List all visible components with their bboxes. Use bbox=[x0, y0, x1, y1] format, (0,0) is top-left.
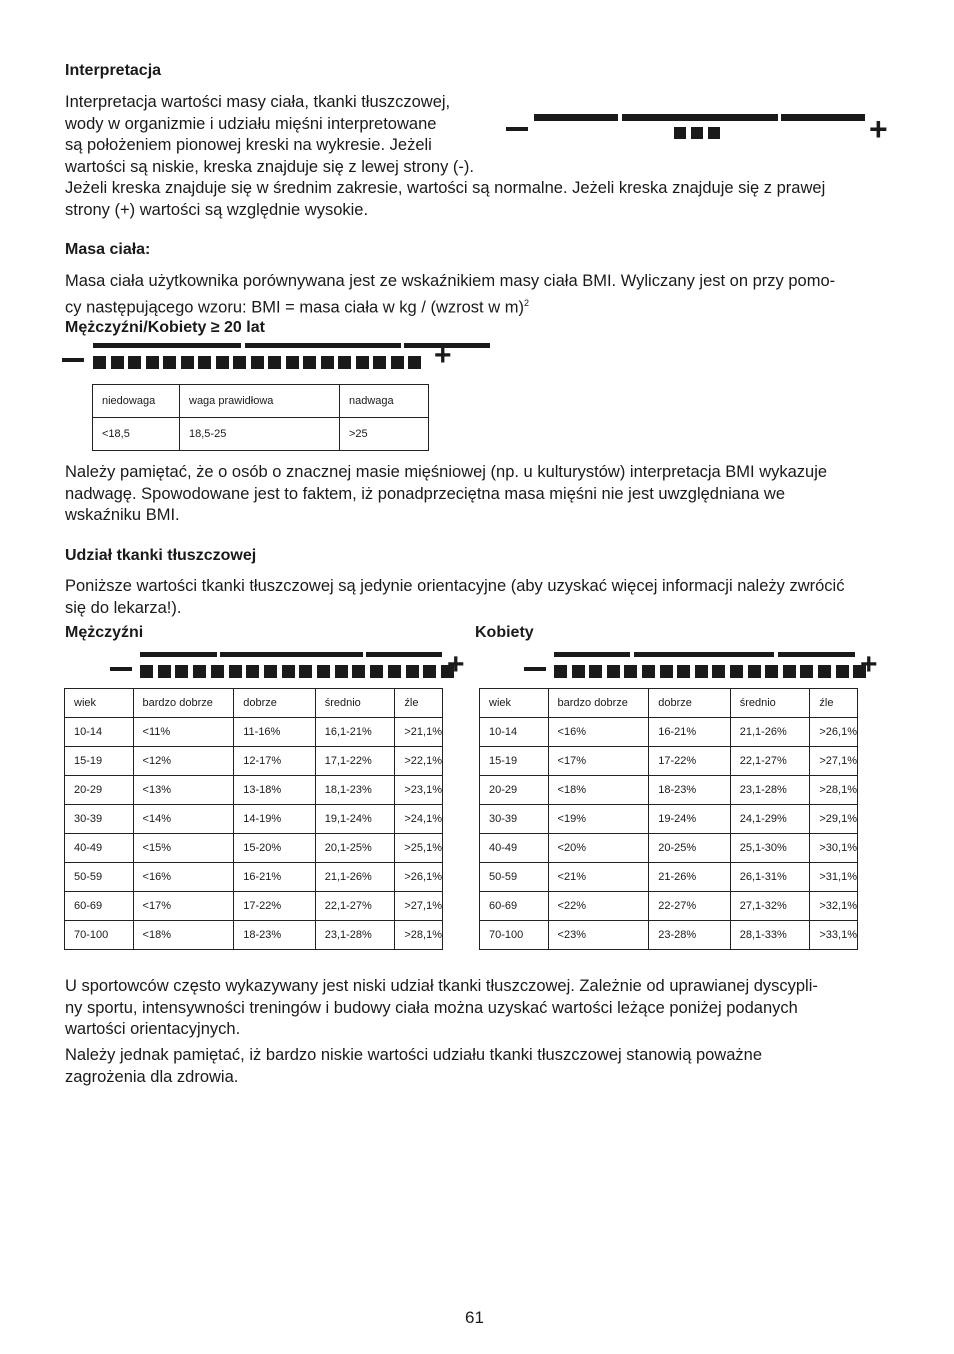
women-fat-scale bbox=[524, 648, 884, 686]
scale-segment bbox=[778, 652, 855, 657]
masa-superscript: 2 bbox=[523, 297, 529, 308]
bmi-note-line-2: nadwagę. Spowodowane jest to faktem, iż ponadprzeciętna masa mięśni nie jest uwzględniana we bbox=[65, 484, 786, 503]
men-cell: >26,1% bbox=[395, 863, 443, 892]
interpretacja-line-1: Interpretacja wartości masy ciała, tkanki tłuszczowej, bbox=[65, 93, 451, 111]
men-cell: <17% bbox=[133, 892, 234, 921]
heading-tkanka: Udział tkanki tłuszczowej bbox=[65, 547, 257, 564]
women-cell: 60-69 bbox=[480, 892, 549, 921]
women-cell: 70-100 bbox=[480, 921, 549, 950]
scale-square bbox=[321, 356, 334, 369]
women-header-cell: średnio bbox=[730, 689, 810, 718]
women-label: Kobiety bbox=[475, 624, 534, 641]
women-cell: >26,1% bbox=[810, 718, 858, 747]
scale-square bbox=[624, 665, 637, 678]
women-cell: >33,1% bbox=[810, 921, 858, 950]
scale-segment bbox=[140, 652, 217, 657]
men-cell: 10-14 bbox=[65, 718, 134, 747]
bmi-value-cell: <18,5 bbox=[93, 418, 180, 451]
men-cell: >25,1% bbox=[395, 834, 443, 863]
heading-masa: Masa ciała: bbox=[65, 241, 151, 258]
scale-square bbox=[233, 356, 246, 369]
men-cell: <16% bbox=[133, 863, 234, 892]
scale-square bbox=[146, 356, 159, 369]
men-cell: >28,1% bbox=[395, 921, 443, 950]
bmi-table bbox=[92, 384, 429, 451]
men-cell: <18% bbox=[133, 921, 234, 950]
bmi-scale bbox=[62, 339, 462, 377]
scale-square bbox=[748, 665, 761, 678]
heading-bmi-group: Mężczyźni/Kobiety ≥ 20 lat bbox=[65, 319, 265, 336]
minus-sign bbox=[524, 667, 546, 671]
scale-square bbox=[282, 665, 295, 678]
sport-p2-line-1: Należy jednak pamiętać, iż bardzo niskie wartości udziału tkanki tłuszczowej stanowią poważne bbox=[65, 1046, 763, 1064]
women-cell: 27,1-32% bbox=[730, 892, 810, 921]
men-cell: 19,1-24% bbox=[315, 805, 395, 834]
men-cell: 60-69 bbox=[65, 892, 134, 921]
women-cell: <16% bbox=[548, 718, 649, 747]
bmi-header-cell: waga prawidłowa bbox=[180, 385, 340, 418]
scale-square bbox=[268, 356, 281, 369]
women-cell: 23,1-28% bbox=[730, 776, 810, 805]
men-cell: <12% bbox=[133, 747, 234, 776]
women-cell: 20-29 bbox=[480, 776, 549, 805]
interpretacja-line-5: Jeżeli kreska znajduje się w średnim zakresie, wartości są normalne. Jeżeli kreska znajduje się z prawej bbox=[65, 179, 826, 197]
women-cell: <22% bbox=[548, 892, 649, 921]
scale-square bbox=[175, 665, 188, 678]
women-cell: 10-14 bbox=[480, 718, 549, 747]
masa-line-1: Masa ciała użytkownika porównywana jest ze wskaźnikiem masy ciała BMI. Wyliczany jest on przy pomo- bbox=[65, 272, 836, 290]
scale-square bbox=[193, 665, 206, 678]
men-cell: 22,1-27% bbox=[315, 892, 395, 921]
scale-square bbox=[163, 356, 176, 369]
men-header-cell: źle bbox=[395, 689, 443, 718]
men-cell: 15-20% bbox=[234, 834, 315, 863]
men-cell: >22,1% bbox=[395, 747, 443, 776]
interpretacja-line-6: strony (+) wartości są względnie wysokie. bbox=[65, 200, 369, 219]
table-row bbox=[480, 747, 858, 776]
scale-square bbox=[264, 665, 277, 678]
scale-square bbox=[352, 665, 365, 678]
plus-sign: + bbox=[434, 339, 452, 372]
women-header-cell: źle bbox=[810, 689, 858, 718]
scale-square bbox=[299, 665, 312, 678]
plus-sign: + bbox=[447, 648, 465, 681]
scale-square bbox=[783, 665, 796, 678]
masa-formula: cy następującego wzoru: BMI = masa ciała w kg / (wzrost w m) bbox=[65, 298, 524, 316]
minus-sign bbox=[110, 667, 132, 671]
minus-sign bbox=[62, 358, 84, 362]
men-cell: >23,1% bbox=[395, 776, 443, 805]
women-cell: <20% bbox=[548, 834, 649, 863]
interpretation-scale bbox=[504, 110, 894, 150]
bmi-note-line-1: Należy pamiętać, że o osób o znacznej masie mięśniowej (np. u kulturystów) interpretacja BMI wykazuje bbox=[65, 463, 828, 481]
scale-square bbox=[198, 356, 211, 369]
women-cell: 16-21% bbox=[649, 718, 730, 747]
scale-square bbox=[677, 665, 690, 678]
scale-square bbox=[642, 665, 655, 678]
scale-square bbox=[111, 356, 124, 369]
scale-segment bbox=[554, 652, 630, 657]
men-cell: 14-19% bbox=[234, 805, 315, 834]
women-cell: 24,1-29% bbox=[730, 805, 810, 834]
men-cell: 50-59 bbox=[65, 863, 134, 892]
scale-square bbox=[660, 665, 673, 678]
men-cell: 21,1-26% bbox=[315, 863, 395, 892]
men-cell: 16-21% bbox=[234, 863, 315, 892]
table-row bbox=[65, 776, 443, 805]
scale-square bbox=[335, 665, 348, 678]
scale-square bbox=[800, 665, 813, 678]
plus-sign: + bbox=[860, 648, 878, 681]
men-header-cell: dobrze bbox=[234, 689, 315, 718]
scale-square bbox=[589, 665, 602, 678]
women-cell: 15-19 bbox=[480, 747, 549, 776]
men-cell: <11% bbox=[133, 718, 234, 747]
interpretacja-line-2: wody w organizmie i udziału mięśni interpretowane bbox=[65, 114, 437, 133]
table-row bbox=[480, 718, 858, 747]
men-cell: >27,1% bbox=[395, 892, 443, 921]
men-cell: 13-18% bbox=[234, 776, 315, 805]
scale-square bbox=[216, 356, 229, 369]
scale-square bbox=[140, 665, 153, 678]
scale-square bbox=[373, 356, 386, 369]
men-cell: >24,1% bbox=[395, 805, 443, 834]
scale-segment-mid bbox=[622, 114, 778, 121]
bmi-note-line-3: wskaźniku BMI. bbox=[65, 506, 180, 524]
indicator-square bbox=[708, 127, 720, 139]
scale-square bbox=[695, 665, 708, 678]
women-header-cell: dobrze bbox=[649, 689, 730, 718]
sport-p1-line-1: U sportowców często wykazywany jest niski udział tkanki tłuszczowej. Zależnie od uprawianej dyscypli- bbox=[65, 977, 818, 995]
women-cell: 28,1-33% bbox=[730, 921, 810, 950]
sport-p1-line-3: wartości orientacyjnych. bbox=[65, 1020, 241, 1038]
women-cell: 21,1-26% bbox=[730, 718, 810, 747]
men-cell: 30-39 bbox=[65, 805, 134, 834]
women-cell: 30-39 bbox=[480, 805, 549, 834]
bmi-header-cell: nadwaga bbox=[340, 385, 429, 418]
table-row bbox=[480, 892, 858, 921]
women-cell: <19% bbox=[548, 805, 649, 834]
scale-segment bbox=[93, 343, 241, 348]
scale-square bbox=[181, 356, 194, 369]
men-cell: 20,1-25% bbox=[315, 834, 395, 863]
scale-square bbox=[836, 665, 849, 678]
scale-square bbox=[554, 665, 567, 678]
bmi-value-cell: 18,5-25 bbox=[180, 418, 340, 451]
scale-segment bbox=[366, 652, 442, 657]
scale-square bbox=[423, 665, 436, 678]
men-cell: >21,1% bbox=[395, 718, 443, 747]
women-cell: 17-22% bbox=[649, 747, 730, 776]
page-number: 61 bbox=[465, 1308, 484, 1327]
women-cell: 26,1-31% bbox=[730, 863, 810, 892]
men-cell: <14% bbox=[133, 805, 234, 834]
men-cell: <13% bbox=[133, 776, 234, 805]
men-cell: 12-17% bbox=[234, 747, 315, 776]
women-cell: 18-23% bbox=[649, 776, 730, 805]
men-cell: 23,1-28% bbox=[315, 921, 395, 950]
women-cell: >30,1% bbox=[810, 834, 858, 863]
scale-square bbox=[128, 356, 141, 369]
interpretacja-line-3: są położeniem pionowej kreski na wykresie. Jeżeli bbox=[65, 136, 432, 154]
women-cell: 22-27% bbox=[649, 892, 730, 921]
women-fat-table bbox=[479, 688, 858, 950]
minus-sign bbox=[506, 127, 528, 131]
women-header-cell: wiek bbox=[480, 689, 549, 718]
heading-interpretacja: Interpretacja bbox=[65, 62, 162, 79]
scale-square bbox=[406, 665, 419, 678]
scale-square bbox=[607, 665, 620, 678]
scale-segment-high bbox=[781, 114, 865, 121]
scale-square bbox=[93, 356, 106, 369]
sport-p2-line-2: zagrożenia dla zdrowia. bbox=[65, 1067, 239, 1086]
scale-square bbox=[818, 665, 831, 678]
table-row bbox=[480, 863, 858, 892]
table-row bbox=[480, 834, 858, 863]
women-cell: 19-24% bbox=[649, 805, 730, 834]
table-row bbox=[65, 892, 443, 921]
indicator-square bbox=[691, 127, 703, 139]
plus-sign: + bbox=[869, 111, 888, 147]
bmi-value-cell: >25 bbox=[340, 418, 429, 451]
table-row bbox=[480, 921, 858, 950]
scale-square bbox=[286, 356, 299, 369]
scale-square bbox=[370, 665, 383, 678]
women-cell: 23-28% bbox=[649, 921, 730, 950]
women-cell: 40-49 bbox=[480, 834, 549, 863]
women-cell: >32,1% bbox=[810, 892, 858, 921]
men-cell: 18-23% bbox=[234, 921, 315, 950]
table-row bbox=[480, 805, 858, 834]
women-cell: >31,1% bbox=[810, 863, 858, 892]
women-cell: <18% bbox=[548, 776, 649, 805]
interpretacja-line-4: wartości są niskie, kreska znajduje się z lewej strony (-). bbox=[65, 157, 474, 176]
women-cell: <23% bbox=[548, 921, 649, 950]
bmi-header-cell: niedowaga bbox=[93, 385, 180, 418]
scale-segment bbox=[634, 652, 774, 657]
men-header-cell: bardzo dobrze bbox=[133, 689, 234, 718]
scale-square bbox=[572, 665, 585, 678]
men-fat-scale bbox=[110, 648, 470, 686]
women-cell: >27,1% bbox=[810, 747, 858, 776]
scale-square bbox=[388, 665, 401, 678]
masa-line-2 bbox=[65, 293, 529, 319]
table-row bbox=[65, 718, 443, 747]
scale-square bbox=[765, 665, 778, 678]
table-row bbox=[65, 921, 443, 950]
scale-square bbox=[730, 665, 743, 678]
men-label: Mężczyźni bbox=[65, 624, 144, 641]
tkanka-line-1: Poniższe wartości tkanki tłuszczowej są jedynie orientacyjne (aby uzyskać więcej informacji należy zwrócić bbox=[65, 577, 845, 595]
tkanka-line-2: się do lekarza!). bbox=[65, 598, 182, 617]
scale-square bbox=[251, 356, 264, 369]
men-fat-table bbox=[64, 688, 443, 950]
women-cell: <17% bbox=[548, 747, 649, 776]
men-cell: 11-16% bbox=[234, 718, 315, 747]
table-row bbox=[480, 776, 858, 805]
women-cell: 22,1-27% bbox=[730, 747, 810, 776]
men-cell: 18,1-23% bbox=[315, 776, 395, 805]
men-cell: 17-22% bbox=[234, 892, 315, 921]
women-header-cell: bardzo dobrze bbox=[548, 689, 649, 718]
scale-square bbox=[356, 356, 369, 369]
scale-segment bbox=[245, 343, 401, 348]
scale-segment bbox=[220, 652, 363, 657]
scale-square bbox=[712, 665, 725, 678]
scale-square bbox=[391, 356, 404, 369]
scale-square bbox=[303, 356, 316, 369]
men-cell: <15% bbox=[133, 834, 234, 863]
sport-p1-line-2: ny sportu, intensywności treningów i budowy ciała można uzyskać wartości leżące poniżej podanych bbox=[65, 998, 798, 1017]
women-cell: <21% bbox=[548, 863, 649, 892]
scale-square bbox=[246, 665, 259, 678]
scale-segment-low bbox=[534, 114, 618, 121]
women-cell: >28,1% bbox=[810, 776, 858, 805]
women-cell: 25,1-30% bbox=[730, 834, 810, 863]
men-cell: 70-100 bbox=[65, 921, 134, 950]
women-cell: 20-25% bbox=[649, 834, 730, 863]
table-row bbox=[65, 863, 443, 892]
scale-square bbox=[211, 665, 224, 678]
men-cell: 20-29 bbox=[65, 776, 134, 805]
men-cell: 40-49 bbox=[65, 834, 134, 863]
women-cell: >29,1% bbox=[810, 805, 858, 834]
women-cell: 50-59 bbox=[480, 863, 549, 892]
scale-square bbox=[317, 665, 330, 678]
scale-square bbox=[229, 665, 242, 678]
table-row bbox=[65, 747, 443, 776]
men-cell: 17,1-22% bbox=[315, 747, 395, 776]
scale-square bbox=[158, 665, 171, 678]
scale-square bbox=[338, 356, 351, 369]
men-header-cell: wiek bbox=[65, 689, 134, 718]
table-row bbox=[65, 805, 443, 834]
women-cell: 21-26% bbox=[649, 863, 730, 892]
indicator-square bbox=[674, 127, 686, 139]
men-header-cell: średnio bbox=[315, 689, 395, 718]
men-cell: 16,1-21% bbox=[315, 718, 395, 747]
scale-square bbox=[408, 356, 421, 369]
table-row bbox=[65, 834, 443, 863]
men-cell: 15-19 bbox=[65, 747, 134, 776]
